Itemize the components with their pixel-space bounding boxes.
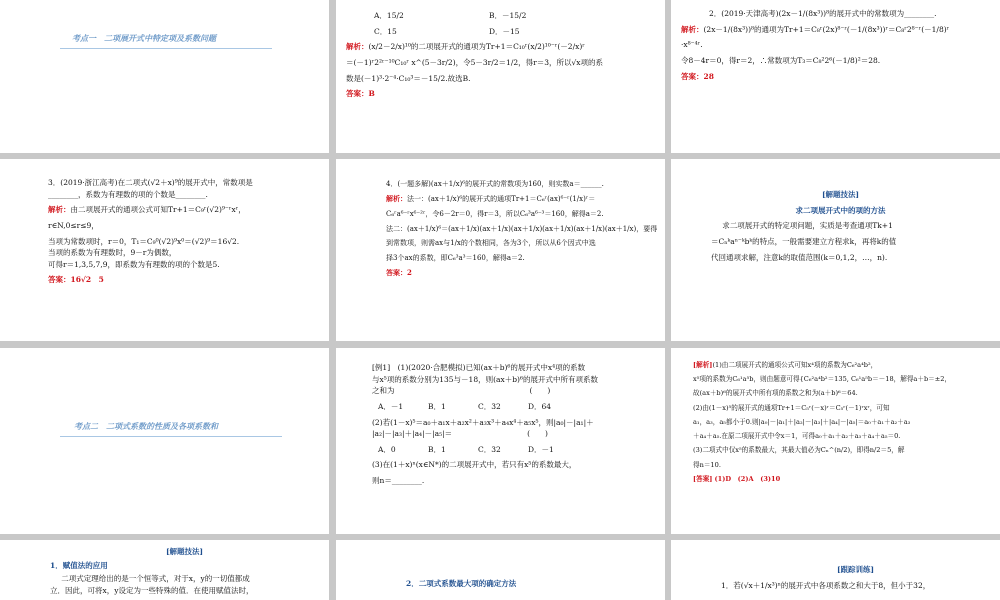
answer-label: 答案：: [346, 89, 369, 99]
question-text: [例1] (1)(2020·合肥模拟)已知(ax＋b)⁶的展开式中x⁴项的系数: [372, 363, 586, 372]
slide-practice: [671, 540, 1000, 600]
option-b: B．1: [428, 401, 446, 411]
slide-method-3: [336, 540, 665, 600]
question-text: (3)在(1＋x)ⁿ(x∈N*)的二项展开式中，若只有x⁵的系数最大，: [372, 460, 577, 470]
answer-label: 答案：: [386, 268, 407, 278]
slide-method-1: [671, 159, 1000, 341]
question-text: (2)若(1－x)⁵＝a₀＋a₁x＋a₂x²＋a₃x³＋a₄x⁴＋a₅x⁵，则|a₀|－|a₁|＋: [372, 417, 594, 427]
solution-line: (2x－1/(8x³))⁸的通项为Tr+1＝C₈ʳ(2x)⁸⁻ʳ(－1/(8x³))ʳ＝C₈ʳ2⁸⁻ʳ(－1/8)ʳ: [703, 24, 950, 34]
option-d: D．－15: [489, 26, 520, 36]
answer-label: 答案：: [681, 71, 704, 81]
method-title: [解题技法]: [165, 547, 204, 556]
method-body: 代回通项求解，注意k的取值范围(k＝0,1,2，…，n).: [711, 252, 888, 262]
solution-label: 解析：: [346, 42, 369, 52]
method-body: 二项式定理给出的是一个恒等式，对于x，y的一切值都成: [61, 574, 250, 584]
solution-line: 法一：(ax＋1/x)⁶的展开式的通项Tr+1＝C₆ʳ(ax)⁶⁻ʳ(1/x)ʳ＝: [407, 194, 596, 203]
practice-title: [跟踪训练]: [836, 565, 875, 574]
method-subtitle: 1．赋值法的应用: [50, 560, 108, 570]
solution-line: 到常数项，则需ax与1/x的个数相同，各为3个，所以从6个因式中选: [386, 239, 596, 248]
answer-value: (1)D (2)A (3)10: [714, 474, 781, 483]
slide-example-1: [336, 348, 665, 534]
solution-line: 数是(－1)³·2⁻⁴·C₁₀³＝－15/2.故选B.: [346, 73, 471, 83]
solution-line: 法二：(ax＋1/x)⁶＝(ax＋1/x)(ax＋1/x)(ax＋1/x)(ax＋1/x)(ax＋1/x)(ax＋1/x)，要得: [386, 224, 658, 233]
option-b: B．1: [428, 444, 446, 454]
answer-label: [答案]: [693, 474, 713, 483]
question-text: 1．若(√x＋1/x³)ⁿ的展开式中各项系数之和大于8，但小于32，: [721, 580, 931, 590]
answer-label: 答案：: [48, 275, 71, 285]
question-text: 3．(2019·浙江高考)在二项式(√2＋x)⁹的展开式中，常数项是: [48, 178, 253, 187]
solution-label: 解析：: [386, 193, 407, 203]
slide-question-2: [671, 0, 1000, 153]
solution-line: 择3个ax的系数，即C₆³a³＝160，解得a＝2.: [386, 254, 525, 263]
solution-line: (x/2－2/x)¹⁰的二项展开式的通项为Tr+1＝C₁₀ʳ(x/2)¹⁰⁻ʳ(－2/x)ʳ: [368, 42, 585, 52]
method-body: 求二项展开式的特定项问题，实质是考查通项Tk+1: [722, 221, 893, 231]
topic-underline: [60, 48, 272, 49]
solution-line: 可得r＝1,3,5,7,9，即系数为有理数的项的个数是5.: [48, 259, 220, 269]
method-title: [解题技法]: [821, 190, 860, 199]
method-subtitle: 2．二项式系数最大项的确定方法: [406, 579, 517, 588]
question-text: 之和为 ( ): [372, 386, 551, 396]
solution-line: (1)由二项展开式的通项公式可知x⁴项的系数为C₆²a⁴b²，: [712, 361, 878, 369]
answer-value: B: [368, 89, 375, 99]
slide-question-4: [336, 159, 665, 341]
solution-line: x⁵项的系数为C₆¹a⁵b，则由题意可得{C₆²a⁴b²＝135, C₆¹a⁵b＝－18，解得a＋b＝±2，: [693, 375, 952, 384]
topic-underline: [60, 436, 282, 437]
slide-method-2: [0, 540, 329, 600]
question-text: 2．(2019·天津高考)(2x－1/(8x³))⁸的展开式中的常数项为________.: [709, 9, 937, 18]
option-c: C．15: [374, 26, 397, 36]
solution-line: 得n＝10.: [693, 460, 721, 469]
solution-line: (3)二项式中仅x⁵的系数最大，其最大值必为Cₙ^(n/2)，即得n/2＝5，解: [693, 446, 905, 455]
option-b: B．－15/2: [489, 11, 527, 20]
slide-topic-1: [0, 0, 329, 153]
solution-line: ·x⁸⁻⁴ʳ.: [681, 40, 703, 50]
question-text: |a₂|－|a₃|＋|a₄|－|a₅|＝ ( ): [372, 429, 548, 439]
slide-example-1-solution: [671, 348, 1000, 534]
slide-topic-2: [0, 348, 329, 534]
solution-line: ＝(－1)ʳ2²ʳ⁻¹⁰C₁₀ʳ x^(5－3r/2)，令5－3r/2＝1/2，得r＝3，所以√x项的系: [346, 57, 603, 67]
slide-question-3: [0, 159, 329, 341]
method-body: ＝Cₙᵏaⁿ⁻ᵏbᵏ的特点，一般需要建立方程求k，再将k的值: [711, 236, 897, 246]
question-text: ________，系数为有理数的项的个数是________.: [48, 189, 208, 199]
solution-line: r∈N,0≤r≤9，: [48, 220, 99, 230]
option-d: D．－1: [528, 444, 554, 454]
slide-example-solution: [336, 0, 665, 153]
solution-line: C₆ʳa⁶⁻ʳx⁶⁻²ʳ，令6－2r＝0，得r＝3，所以C₆³a⁶⁻³＝160，解得a＝2.: [386, 209, 604, 218]
solution-line: (2)由(1－x)⁵的展开式的通项Tr+1＝C₅ʳ(－x)ʳ＝C₅ʳ(－1)ʳxʳ，可知: [693, 403, 890, 412]
solution-label: 解析：: [48, 205, 71, 215]
method-body: 立．因此，可将x，y设定为一些特殊的值．在使用赋值法时，: [50, 585, 254, 595]
option-d: D．64: [528, 401, 552, 411]
solution-line: 令8－4r＝0，得r＝2，∴常数项为T₃＝C₈²2⁶(－1/8)²＝28.: [681, 55, 881, 65]
solution-line: a₁，a₃，a₅都小于0.则|a₀|－|a₁|＋|a₂|－|a₃|＋|a₄|－|a₅|＝a₀＋a₁＋a₂＋a₃: [693, 417, 911, 426]
solution-line: 由二项展开式的通项公式可知Tr+1＝C₉ʳ(√2)⁹⁻ʳxʳ，: [70, 205, 246, 215]
solution-line: 故(ax＋b)⁶的展开式中所有项的系数之和为(a＋b)⁶＝64.: [693, 389, 858, 398]
option-a: A．15/2: [374, 11, 404, 20]
answer-value: 28: [703, 71, 714, 81]
answer-value: 16√2 5: [70, 275, 104, 285]
question-text: 与x⁵项的系数分别为135与－18，则(ax＋b)⁶的展开式中所有项系数: [372, 374, 598, 384]
method-subtitle: 求二项展开式中的项的方法: [795, 205, 886, 215]
answer-value: 2: [407, 268, 412, 278]
topic-title: 考点二 二项式系数的性质及各项系数和: [74, 421, 218, 431]
solution-line: 当项的系数为有理数时，9－r为偶数，: [48, 248, 177, 258]
solution-label: [解析]: [693, 361, 713, 369]
option-a: A．0: [378, 444, 396, 454]
option-a: A．－1: [378, 401, 404, 411]
solution-line: 当项为常数项时，r＝0，T₁＝C₉⁰(√2)⁹x⁰＝(√2)⁹＝16√2.: [48, 236, 240, 246]
option-c: C．32: [478, 444, 501, 454]
question-text: 4．(一题多解)(ax＋1/x)⁶的展开式的常数项为160，则实数a＝______.: [386, 180, 604, 188]
topic-title: 考点一 二项展开式中特定项及系数问题: [72, 33, 216, 43]
question-text: 则n＝________.: [372, 476, 425, 485]
solution-line: ＋a₄＋a₅.在原二项展开式中令x＝1，可得a₀＋a₁＋a₂＋a₃＋a₄＋a₅＝0.: [693, 432, 901, 441]
solution-label: 解析：: [681, 24, 704, 34]
option-c: C．32: [478, 401, 501, 411]
